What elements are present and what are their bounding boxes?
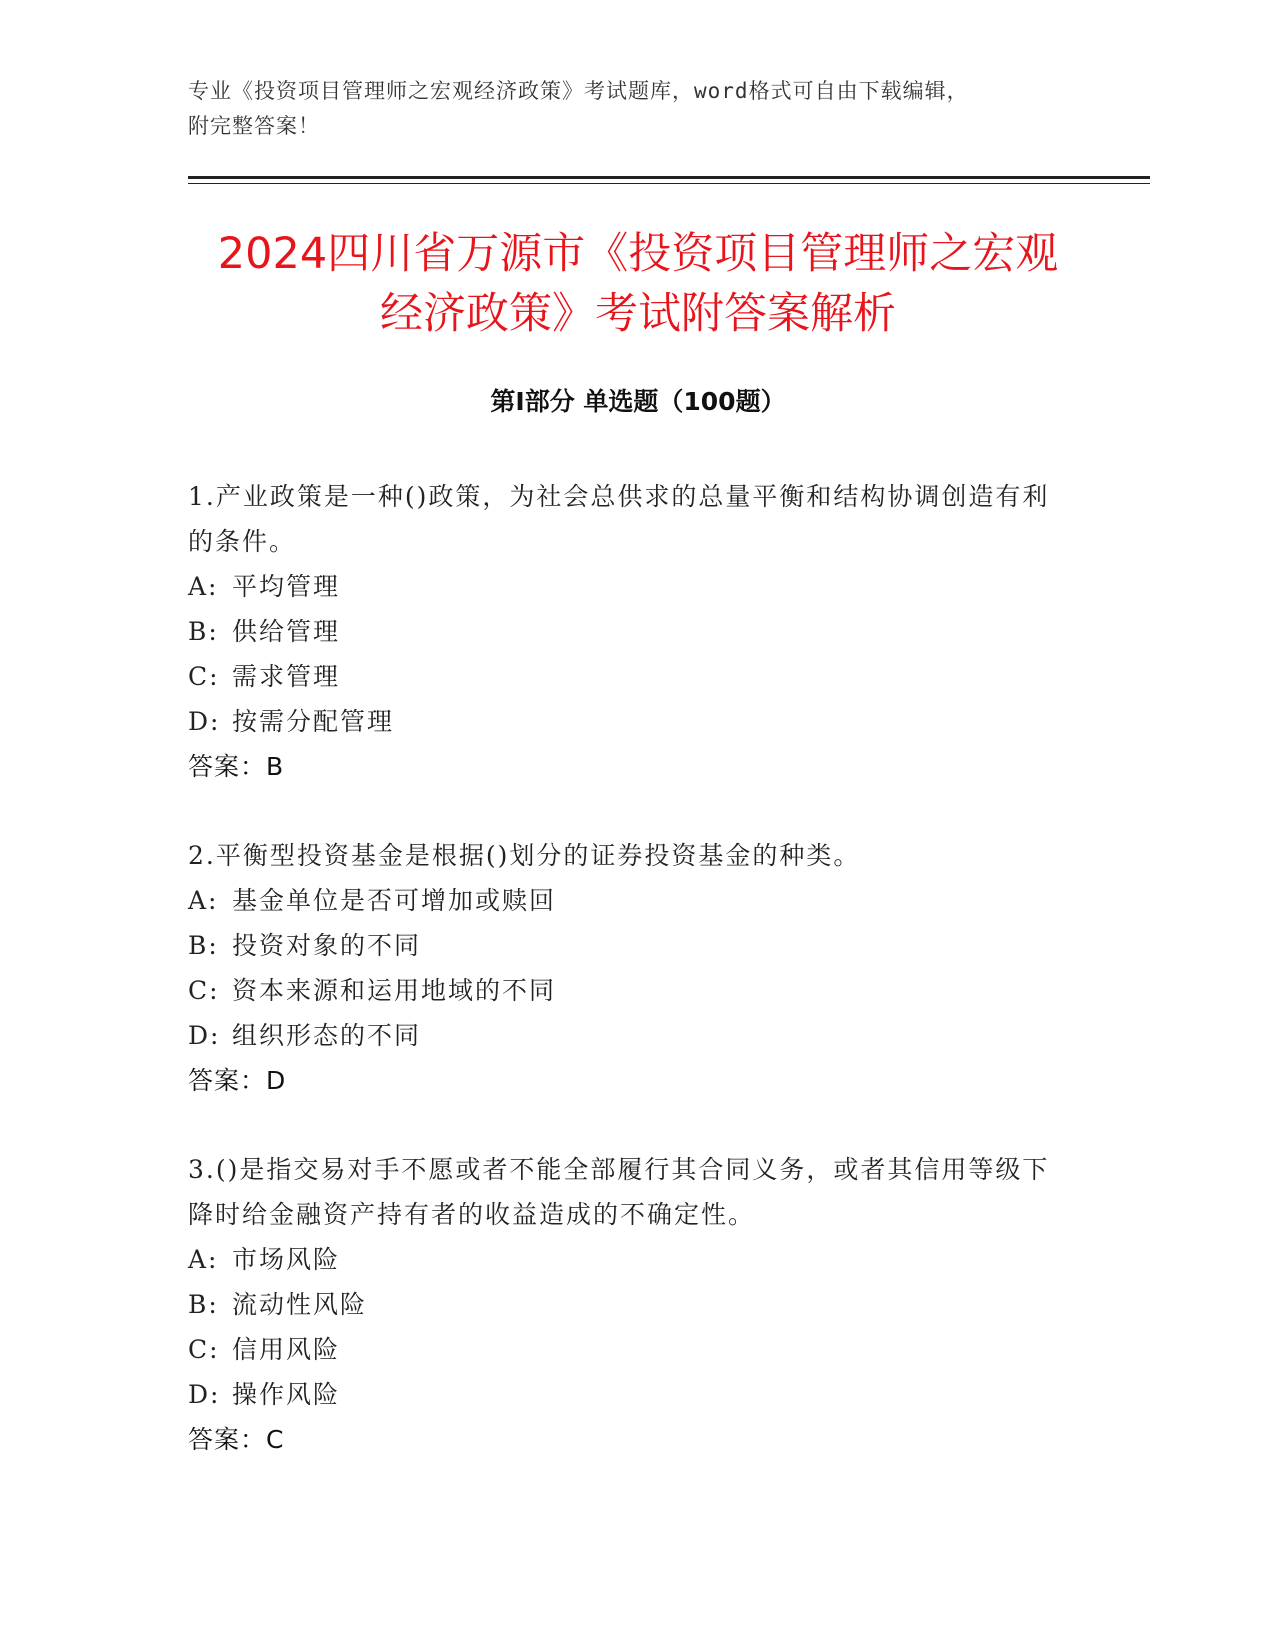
answer: 答案：D [188, 1066, 287, 1095]
option-letter: B: [188, 617, 219, 646]
option-letter: D: [188, 1380, 221, 1409]
option-text: 市场风险 [232, 1245, 341, 1274]
option-letter: C: [188, 1335, 220, 1364]
option-text: 操作风险 [232, 1380, 341, 1409]
option-letter: A: [188, 1245, 219, 1274]
header-divider-thin [188, 183, 1150, 184]
option-text: 供给管理 [232, 617, 341, 646]
option-text: 资本来源和运用地域的不同 [232, 976, 557, 1005]
option-text: 按需分配管理 [232, 707, 395, 736]
answer: 答案：C [188, 1425, 285, 1454]
question-1 [188, 474, 1068, 789]
option-text: 投资对象的不同 [232, 931, 422, 960]
option-letter: D: [188, 707, 221, 736]
document-title-line-2: 经济政策》考试附答案解析 [380, 289, 896, 339]
option-b [188, 609, 1068, 654]
option-b [188, 1282, 1068, 1327]
option-letter: A: [188, 572, 219, 601]
header-note-line-2: 附完整答案！ [188, 114, 320, 138]
option-a [188, 878, 1068, 923]
question-3 [188, 1147, 1068, 1462]
option-text: 需求管理 [232, 662, 341, 691]
option-letter: C: [188, 662, 220, 691]
document-title-line-1: 2024四川省万源市《投资项目管理师之宏观 [217, 229, 1059, 279]
option-letter: C: [188, 976, 220, 1005]
answer: 答案：B [188, 752, 285, 781]
option-b [188, 923, 1068, 968]
option-letter: B: [188, 931, 219, 960]
option-text: 信用风险 [232, 1335, 341, 1364]
question-stem: 1.产业政策是一种()政策，为社会总供求的总量平衡和结构协调创造有利的条件。 [188, 482, 1050, 556]
header-note-line-1: 专业《投资项目管理师之宏观经济政策》考试题库，word格式可自由下载编辑， [188, 79, 969, 103]
question-stem: 3.()是指交易对手不愿或者不能全部履行其合同义务，或者其信用等级下降时给金融资产持有者的收益造成的不确定性。 [188, 1155, 1050, 1229]
option-c [188, 968, 1068, 1013]
section-heading: 第Ⅰ部分 单选题（100题） [490, 387, 786, 416]
option-text: 基金单位是否可增加或赎回 [232, 886, 557, 915]
header-note [188, 74, 1068, 144]
option-c [188, 654, 1068, 699]
option-text: 流动性风险 [232, 1290, 368, 1319]
header-divider-thick [188, 176, 1150, 179]
document-title [188, 224, 1088, 344]
option-c [188, 1327, 1068, 1372]
option-letter: D: [188, 1021, 221, 1050]
option-text: 组织形态的不同 [232, 1021, 422, 1050]
option-d [188, 1013, 1068, 1058]
option-d [188, 699, 1068, 744]
option-a [188, 564, 1068, 609]
option-a [188, 1237, 1068, 1282]
question-list [188, 474, 1068, 1506]
question-stem: 2.平衡型投资基金是根据()划分的证券投资基金的种类。 [188, 841, 861, 870]
option-letter: A: [188, 886, 219, 915]
question-2 [188, 833, 1068, 1103]
option-d [188, 1372, 1068, 1417]
option-text: 平均管理 [232, 572, 341, 601]
option-letter: B: [188, 1290, 219, 1319]
